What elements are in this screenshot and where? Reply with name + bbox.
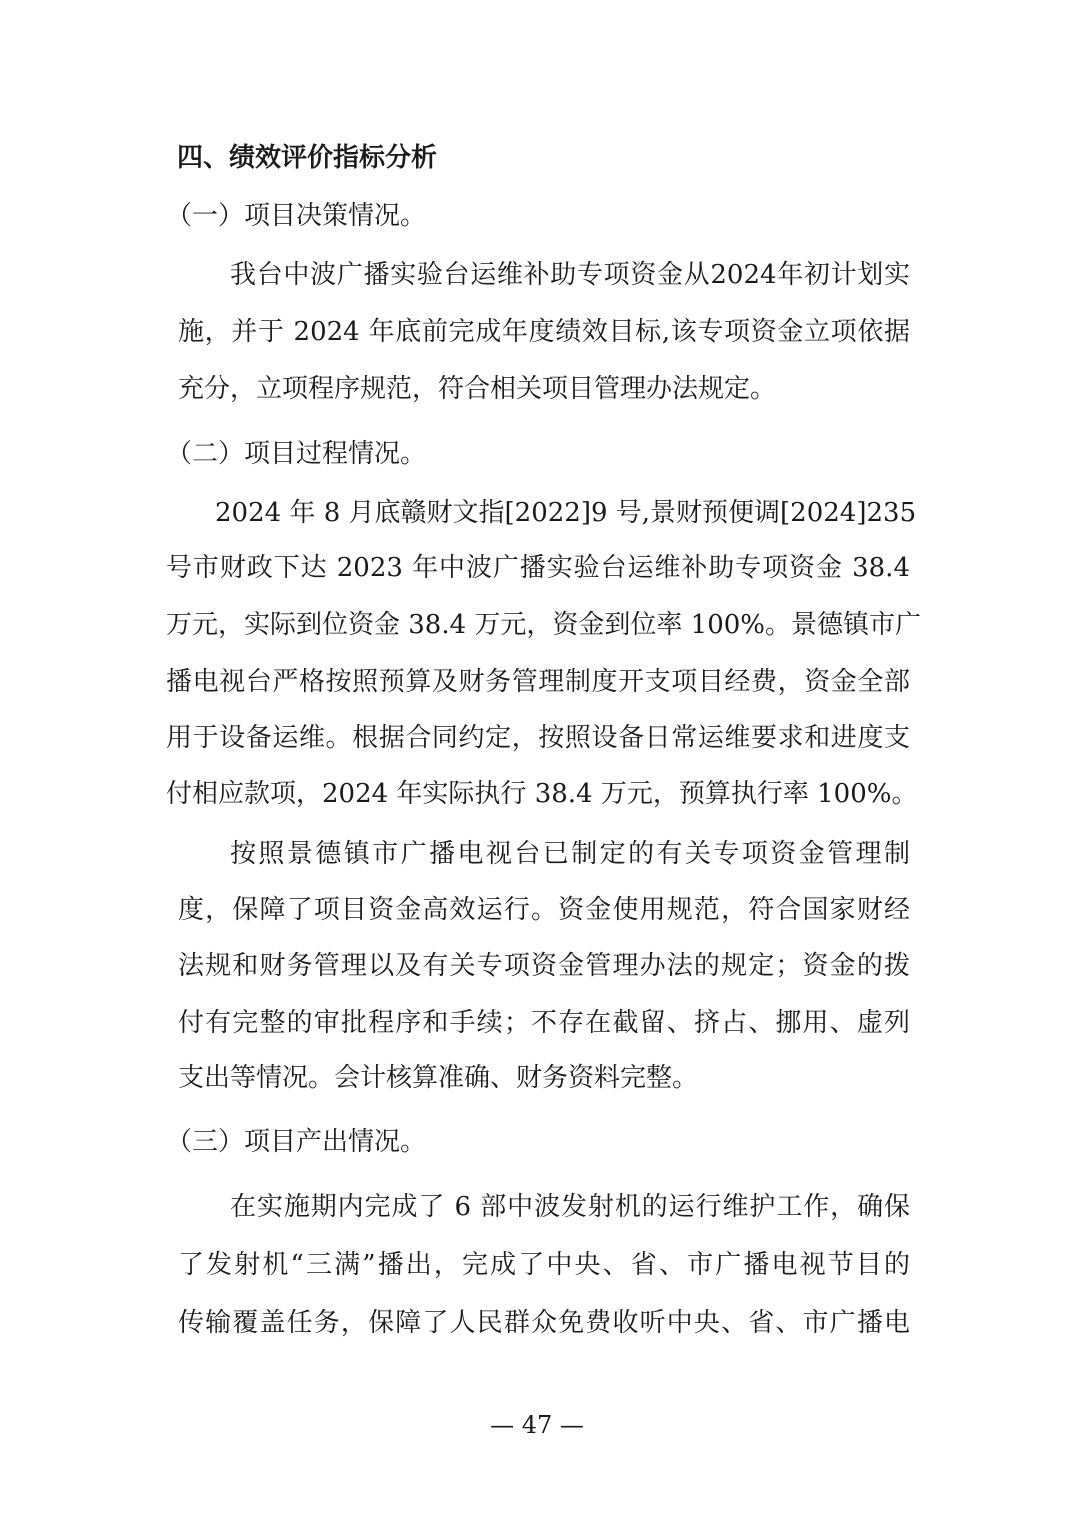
paragraph-line: 付相应款项，2024 年实际执行 38.4 万元，预算执行率 100%。	[166, 779, 918, 809]
paragraph-line: 度，保障了项目资金高效运行。资金使用规范，符合国家财经	[178, 895, 910, 925]
paragraph-line: 支出等情况。会计核算准确、财务资料完整。	[178, 1063, 699, 1093]
paragraph-line: 号市财政下达 2023 年中波广播实验台运维补助专项资金 38.4	[166, 553, 910, 583]
paragraph-line: 万元，实际到位资金 38.4 万元，资金到位率 100%。景德镇市广	[166, 610, 922, 640]
paragraph-line: 施，并于 2024 年底前完成年度绩效目标,该专项资金立项依据	[178, 317, 910, 347]
page-number: — 47 —	[490, 1411, 584, 1439]
subsection-title-output: （三）项目产出情况。	[166, 1127, 427, 1157]
paragraph-line: 了发射机“三满”播出，完成了中央、省、市广播电视节目的	[178, 1250, 910, 1280]
paragraph-line: 我台中波广播实验台运维补助专项资金从2024年初计划实	[230, 260, 910, 290]
paragraph-line: 按照景德镇市广播电视台已制定的有关专项资金管理制	[230, 839, 910, 869]
paragraph-line: 法规和财务管理以及有关专项资金管理办法的规定；资金的拨	[178, 951, 910, 981]
paragraph-line: 用于设备运维。根据合同约定，按照设备日常运维要求和进度支	[166, 723, 910, 753]
section-heading: 四、绩效评价指标分析	[177, 143, 438, 173]
paragraph-line: 付有完整的审批程序和手续；不存在截留、挤占、挪用、虚列	[178, 1008, 910, 1038]
paragraph-line: 2024 年 8 月底赣财文指[2022]9 号,景财预便调[2024]235	[215, 498, 917, 528]
paragraph-line: 充分，立项程序规范，符合相关项目管理办法规定。	[178, 374, 777, 404]
paragraph-line: 播电视台严格按照预算及财务管理制度开支项目经费，资金全部	[166, 667, 910, 697]
subsection-title-process: （二）项目过程情况。	[166, 439, 427, 469]
paragraph-line: 传输覆盖任务，保障了人民群众免费收听中央、省、市广播电	[178, 1308, 910, 1338]
subsection-title-decision: （一）项目决策情况。	[166, 201, 427, 231]
paragraph-line: 在实施期内完成了 6 部中波发射机的运行维护工作，确保	[230, 1192, 910, 1222]
